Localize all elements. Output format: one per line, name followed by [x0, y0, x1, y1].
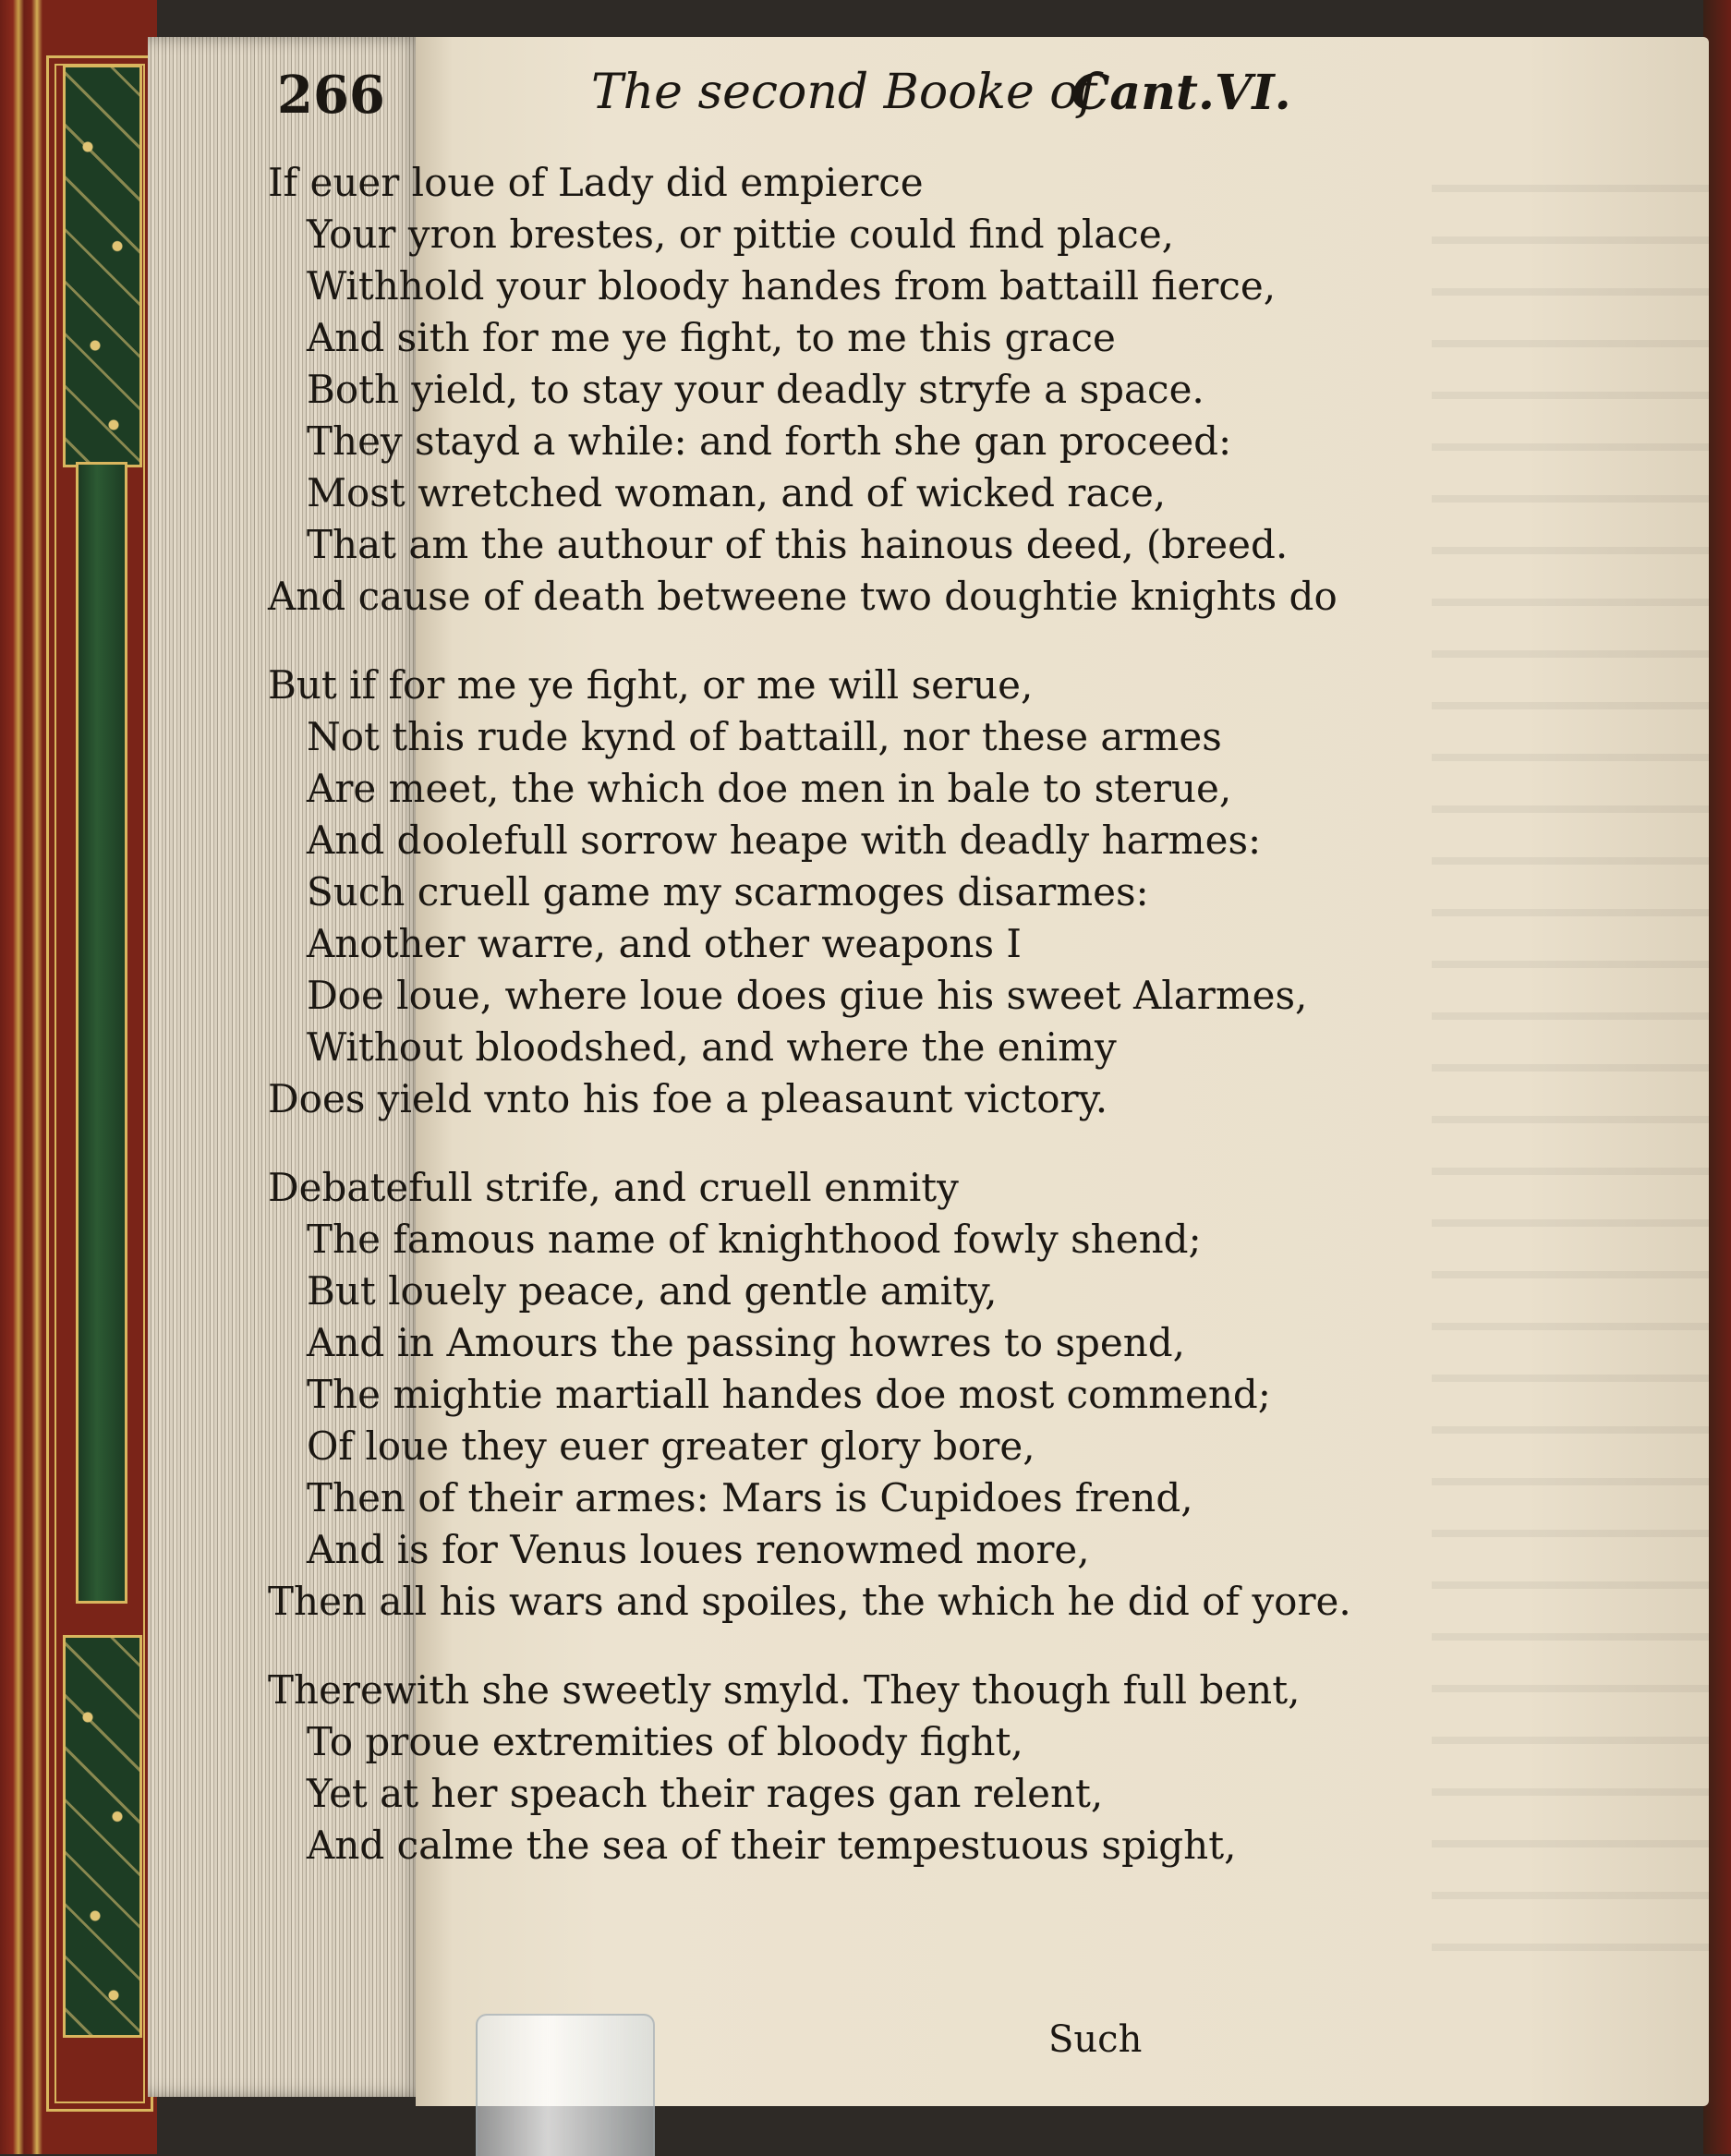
- page-number: 266: [277, 65, 385, 126]
- stanza-2: [268, 660, 1308, 1125]
- verse-line: Of loue they euer greater glory bore,: [307, 1423, 1035, 1469]
- book-cover-binding: [0, 0, 157, 2154]
- canto-label: Cant.VI.: [1071, 65, 1291, 121]
- stanza-3: [268, 1162, 1351, 1628]
- catchword: Such: [1048, 2018, 1143, 2061]
- verse-line: Then of their armes: Mars is Cupidoes frend,: [307, 1475, 1193, 1520]
- verse-line: The mightie martiall handes doe most commend;: [307, 1372, 1271, 1417]
- verse-line: Another warre, and other weapons I: [307, 921, 1022, 966]
- verse-line: But louely peace, and gentle amity,: [307, 1268, 998, 1314]
- poem-text: [268, 157, 1351, 1908]
- verse-line: The famous name of knighthood fowly shend;: [307, 1217, 1202, 1262]
- verse-line: Does yield vnto his foe a pleasaunt victory.: [268, 1076, 1108, 1121]
- gilt-tooling-top: [63, 65, 142, 467]
- verse-line: Without bloodshed, and where the enimy: [307, 1024, 1117, 1070]
- verse-line: And in Amours the passing howres to spend,: [307, 1320, 1186, 1365]
- verse-line: Such cruell game my scarmoges disarmes:: [307, 869, 1149, 914]
- verse-line: And sith for me ye fight, to me this grace: [307, 315, 1116, 360]
- running-title: The second Booke of: [591, 65, 1096, 120]
- verse-line: To proue extremities of bloody fight,: [307, 1719, 1023, 1764]
- stanza-1: [268, 157, 1338, 623]
- show-through-text: [1432, 148, 1709, 1995]
- verse-line: Then all his wars and spoiles, the which he did of yore.: [268, 1579, 1351, 1624]
- verse-line: Most wretched woman, and of wicked race,: [307, 470, 1167, 515]
- verse-line: And doolefull sorrow heape with deadly harmes:: [307, 818, 1262, 863]
- verse-line: And cause of death betweene two doughtie knights do: [268, 574, 1338, 619]
- verse-line: And calme the sea of their tempestuous spight,: [307, 1823, 1237, 1868]
- verse-line: But if for me ye fight, or me will serue,: [268, 662, 1034, 708]
- gilt-tooling-bottom: [63, 1635, 142, 2038]
- stanza-4: [268, 1665, 1301, 1871]
- verse-line: Doe loue, where loue does giue his sweet Alarmes,: [307, 973, 1308, 1018]
- verse-line: Your yron brestes, or pittie could find place,: [307, 212, 1175, 257]
- verse-line: If euer loue of Lady did empierce: [268, 160, 924, 205]
- verse-line: They stayd a while: and forth she gan proceed:: [307, 418, 1232, 464]
- green-leather-inlay: [76, 462, 127, 1604]
- page-holder-clip: [476, 2014, 655, 2156]
- verse-line: Withhold your bloody handes from battaill fierce,: [307, 263, 1277, 309]
- page-header: [277, 65, 1663, 148]
- verse-line: Debatefull strife, and cruell enmity: [268, 1165, 959, 1210]
- verse-line: Not this rude kynd of battaill, nor these armes: [307, 714, 1222, 759]
- verse-line: That am the authour of this hainous deed, (breed.: [307, 522, 1289, 567]
- verse-line: And is for Venus loues renowmed more,: [307, 1527, 1090, 1572]
- verse-line: Therewith she sweetly smyld. They though full bent,: [268, 1667, 1301, 1713]
- verse-line: Are meet, the which doe men in bale to sterue,: [307, 766, 1232, 811]
- verse-line: Yet at her speach their rages gan relent,: [307, 1771, 1104, 1816]
- verse-line: Both yield, to stay your deadly stryfe a space.: [307, 367, 1204, 412]
